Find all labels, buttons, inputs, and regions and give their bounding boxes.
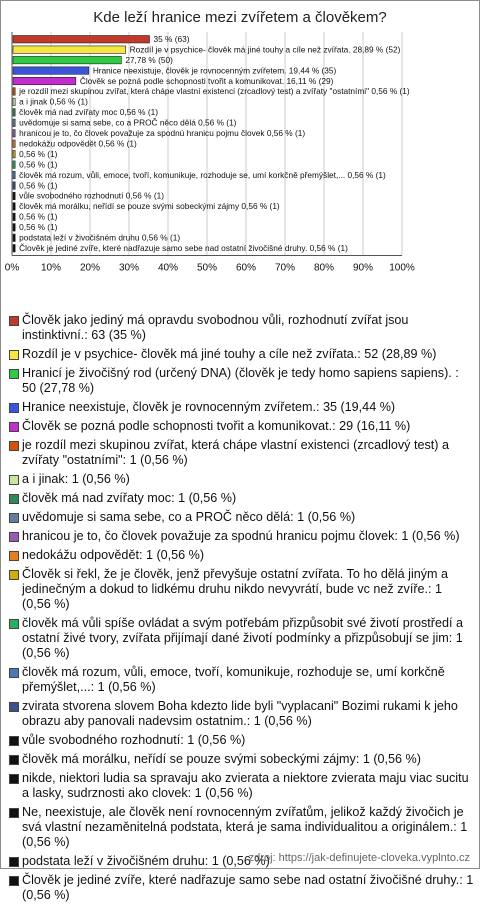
bar bbox=[13, 98, 15, 105]
legend-label: člověk má nad zvířaty moc: 1 (0,56 %) bbox=[22, 491, 237, 505]
x-tick-label: 80% bbox=[313, 262, 335, 274]
bar bbox=[13, 77, 76, 84]
legend-swatch bbox=[9, 702, 19, 712]
legend-item bbox=[8, 529, 474, 544]
bar bbox=[13, 140, 15, 147]
legend-swatch bbox=[9, 668, 19, 678]
x-tick-label: 90% bbox=[352, 262, 374, 274]
legend-swatch bbox=[9, 494, 19, 504]
legend-label: zvirata stvorena slovem Boha kdezto lide byli "vyplacani" Bozimi rukami k jeho obrazu aby panovali nadevsim ostatnim.: 1 (0,56 %) bbox=[22, 699, 458, 728]
bar bbox=[13, 161, 15, 168]
bar-label: člověk má rozum, vůli, emoce, tvoří, komunikuje, rozhoduje se, umí korkčně přemýšlet,... 0,56 % (1) bbox=[19, 169, 386, 180]
legend-swatch bbox=[9, 570, 19, 580]
bar-label: 0,56 % (1) bbox=[19, 222, 58, 233]
bar bbox=[13, 150, 15, 157]
bar-label: 0,56 % (1) bbox=[19, 148, 58, 159]
bar bbox=[13, 245, 15, 252]
legend-swatch bbox=[9, 475, 19, 485]
bar-label: 0,56 % (1) bbox=[19, 180, 58, 191]
bar-label: 27,78 % (50) bbox=[125, 54, 173, 65]
bar-label: Člověk se pozná podle schopnosti tvořit a komunikovat. 16,11 % (29) bbox=[79, 75, 334, 86]
bar-label: 0,56 % (1) bbox=[19, 159, 58, 170]
bar-label: Rozdíl je v psychice- člověk má jiné touhy a cíle než zvířata. 28,89 % (52) bbox=[129, 44, 401, 55]
bar bbox=[13, 130, 15, 137]
legend-label: podstata leží v živočišném druhu: 1 (0,56 %) bbox=[22, 854, 270, 868]
bar bbox=[13, 213, 15, 220]
legend-label: Ne, neexistuje, ale člověk není rovnocenným zvířatům, jelikož každý živočich je svá vlastní nezaměnitelná podstata, která je sama individualitou a originálem.: 1 (0,56 %) bbox=[22, 805, 468, 849]
x-tick-label: 0% bbox=[4, 262, 20, 274]
legend-swatch bbox=[9, 403, 19, 413]
bar bbox=[13, 182, 15, 189]
legend-label: člověk má rozum, vůli, emoce, tvoří, komunikuje, rozhoduje se, umí korkčně přemýšlet,...: 1 (0,56 %) bbox=[22, 665, 445, 694]
bar bbox=[13, 192, 15, 199]
legend-swatch bbox=[9, 755, 19, 765]
legend-swatch bbox=[9, 316, 19, 326]
legend-item bbox=[8, 366, 474, 396]
bar bbox=[13, 67, 89, 74]
legend-swatch bbox=[9, 441, 19, 451]
x-tick-label: 30% bbox=[118, 262, 140, 274]
bar-label: vůle svobodného rozhodnutí 0,56 % (1) bbox=[19, 190, 165, 201]
legend-item bbox=[8, 805, 474, 850]
legend-swatch bbox=[9, 808, 19, 818]
legend-label: Člověk se pozná podle schopnosti tvořit a komunikovat.: 29 (16,11 %) bbox=[22, 419, 411, 433]
legend-item bbox=[8, 752, 474, 767]
legend-item bbox=[8, 873, 474, 903]
bar-label: podstata leží v živočišném druhu 0,56 % (1) bbox=[19, 232, 181, 243]
legend-swatch bbox=[9, 532, 19, 542]
legend-item bbox=[8, 491, 474, 506]
legend-swatch bbox=[9, 369, 19, 379]
bar-label: hranicou je to, čo človek považuje za spodnú hranicu pojmu človek 0,56 % (1) bbox=[19, 128, 306, 138]
legend-label: hranicou je to, čo človek považuje za spodnú hranicu pojmu človek: 1 (0,56 %) bbox=[22, 529, 460, 543]
legend-label: Člověk jako jediný má opravdu svobodnou vůli, rozhodnutí zvířat jsou instinktivní.: 63 (35 %) bbox=[22, 313, 409, 342]
bar-label: 0,56 % (1) bbox=[19, 211, 58, 222]
bar-label: je rozdíl mezi skupinou zvířat, která chápe vlastní existenci (zrcadlový test) a zvířaty "ostatními" 0,56 % (1) bbox=[19, 86, 410, 97]
bar bbox=[13, 88, 15, 95]
legend-label: uvědomuje si sama sebe, co a PROČ něco dělá: 1 (0,56 %) bbox=[22, 510, 356, 524]
legend-label: člověk má vůli spíše ovládat a svým potřebám přizpůsobit své životí prostředí a ostatní živé tvory, zvířata přijímají dané životí podmínky a přizpůsobují se jim: 1 (0,56 %) bbox=[22, 616, 463, 660]
legend-swatch bbox=[9, 736, 19, 746]
legend-item bbox=[8, 567, 474, 612]
x-tick-label: 40% bbox=[157, 262, 179, 274]
legend-label: je rozdíl mezi skupinou zvířat, která chápe vlastní existenci (zrcadlový test) a zvířaty "ostatními": 1 (0,56 %) bbox=[22, 438, 449, 467]
bar-label: Hranice neexistuje, člověk je rovnocenným zvířetem. 19,44 % (35) bbox=[92, 65, 337, 76]
bar bbox=[13, 234, 15, 241]
bar-label: člověk má morálku, neřídí se pouze svými sobeckými zájmy 0,56 % (1) bbox=[19, 201, 280, 212]
legend-item bbox=[8, 548, 474, 563]
legend-item bbox=[8, 510, 474, 525]
x-tick-label: 100% bbox=[389, 262, 415, 274]
legend-swatch bbox=[9, 857, 19, 867]
legend-swatch bbox=[9, 350, 19, 360]
legend-swatch bbox=[9, 551, 19, 561]
legend-label: Rozdíl je v psychice- člověk má jiné touhy a cíle než zvířata.: 52 (28,89 %) bbox=[22, 347, 437, 361]
source-note: zdroj: https://jak-definujete-cloveka.vyplnto.cz bbox=[248, 852, 470, 864]
legend-label: a i jinak: 1 (0,56 %) bbox=[22, 472, 130, 486]
legend-label: Hranice neexistuje, člověk je rovnocenným zvířetem.: 35 (19,44 %) bbox=[22, 400, 396, 414]
legend-item bbox=[8, 419, 474, 434]
legend-item bbox=[8, 400, 474, 415]
bar-label: a i jinak 0,56 % (1) bbox=[19, 96, 88, 107]
legend bbox=[8, 313, 474, 907]
legend-label: Hranicí je živočišný rod (určený DNA) (člověk je tedy homo sapiens sapiens). : 50 (27,78 %) bbox=[22, 366, 459, 395]
legend-item bbox=[8, 347, 474, 362]
legend-item bbox=[8, 616, 474, 661]
bar bbox=[13, 119, 15, 126]
bar bbox=[13, 109, 15, 116]
bar bbox=[13, 224, 15, 231]
legend-label: Člověk si řekl, že je člověk, jenž převyšuje ostatní zvířata. To ho dělá jiným a jedinečným a dokud to lidkému druhu nikdo nevyvrátí, bude vc než zvíře.: 1 (0,56 %) bbox=[22, 567, 449, 611]
bar bbox=[13, 171, 15, 178]
bar-label: Člověk je jediné zvíře, které nadřazuje samo sebe nad ostatní živočišné druhy. 0,56 % (1) bbox=[19, 242, 348, 253]
bar bbox=[13, 56, 121, 63]
legend-item bbox=[8, 313, 474, 343]
legend-item bbox=[8, 699, 474, 729]
x-tick-label: 60% bbox=[235, 262, 257, 274]
bar bbox=[13, 36, 150, 43]
bar bbox=[13, 203, 15, 210]
bar-label: uvědomuje si sama sebe, co a PROČ něco dělá 0,56 % (1) bbox=[19, 117, 237, 128]
legend-label: nikde, niektori ludia sa spravaju ako zvierata a niektore zvierata maju viac sucitu a lasky, sudrznosti ako clovek: 1 (0,56 %) bbox=[22, 771, 469, 800]
legend-item bbox=[8, 733, 474, 748]
legend-item bbox=[8, 472, 474, 487]
legend-item bbox=[8, 771, 474, 801]
legend-label: Člověk je jediné zvíře, které nadřazuje samo sebe nad ostatní živočišné druhy.: 1 (0,56 %) bbox=[22, 873, 474, 902]
x-tick-label: 70% bbox=[274, 262, 296, 274]
x-tick-label: 20% bbox=[79, 262, 101, 274]
legend-item bbox=[8, 665, 474, 695]
legend-swatch bbox=[9, 774, 19, 784]
legend-label: nedokážu odpovědět: 1 (0,56 %) bbox=[22, 548, 205, 562]
legend-item bbox=[8, 438, 474, 468]
bar-label: 35 % (63) bbox=[153, 33, 190, 44]
bar bbox=[13, 46, 126, 53]
chart-title: Kde leží hranice mezi zvířetem a člověkem? bbox=[93, 9, 387, 26]
legend-swatch bbox=[9, 876, 19, 886]
legend-swatch bbox=[9, 513, 19, 523]
bar-label: nedokážu odpovědět 0,56 % (1) bbox=[19, 138, 137, 149]
x-tick-label: 10% bbox=[40, 262, 62, 274]
legend-swatch bbox=[9, 422, 19, 432]
x-tick-label: 50% bbox=[196, 262, 218, 274]
legend-label: člověk má morálku, neřídí se pouze svými sobeckými zájmy: 1 (0,56 %) bbox=[22, 752, 421, 766]
bar-label: člověk má nad zvířaty moc 0,56 % (1) bbox=[19, 107, 158, 118]
legend-label: vůle svobodného rozhodnutí: 1 (0,56 %) bbox=[22, 733, 246, 747]
legend-swatch bbox=[9, 619, 19, 629]
bar-chart bbox=[0, 30, 480, 310]
